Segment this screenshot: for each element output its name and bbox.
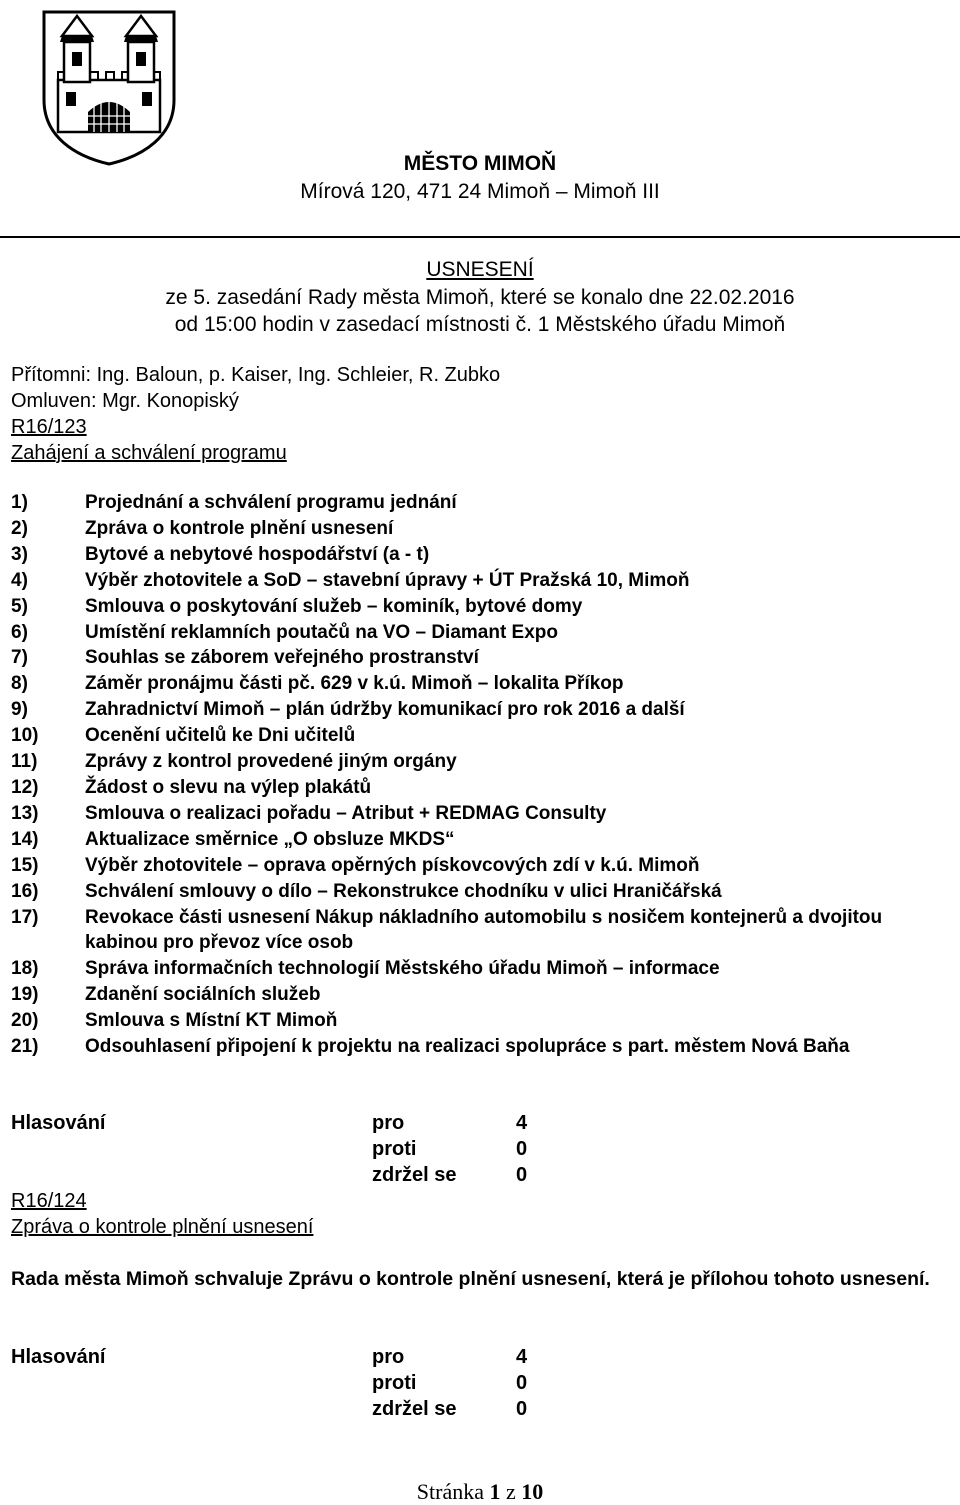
agenda-item-text: Souhlas se záborem veřejného prostranství <box>85 647 479 669</box>
agenda-list <box>11 490 941 1060</box>
agenda-item <box>11 723 941 749</box>
agenda-item-number: 5) <box>11 595 28 617</box>
page-label: Stránka <box>416 1479 484 1504</box>
vote-against-count: 0 <box>516 1138 528 1160</box>
agenda-item-number: 7) <box>11 647 28 669</box>
vote-abstain-count: 0 <box>516 1164 528 1186</box>
agenda-item-text: Zahradnictví Mimoň – plán údržby komunikací pro rok 2016 a další <box>85 699 685 721</box>
resolution-meeting-line: ze 5. zasedání Rady města Mimoň, které se konalo dne 22.02.2016 <box>165 286 795 309</box>
agenda-item <box>11 853 941 879</box>
agenda-item <box>11 620 941 646</box>
agenda-item-text: Revokace části usnesení Nákup nákladního automobilu s nosičem kontejnerů a dvojitou kabinou pro převoz více osob <box>85 906 883 954</box>
town-address: Mírová 120, 471 24 Mimoň – Mimoň III <box>300 180 660 203</box>
resolution-number-r124: R16/124 <box>11 1190 87 1212</box>
agenda-item <box>11 516 941 542</box>
agenda-item-number: 6) <box>11 621 28 643</box>
agenda-item-text: Žádost o slevu na výlep plakátů <box>85 776 372 798</box>
agenda-item-number: 17) <box>11 906 39 928</box>
resolution-heading-r124: Zpráva o kontrole plnění usnesení <box>11 1216 314 1238</box>
vote-abstain-count: 0 <box>516 1398 528 1420</box>
agenda-item-text: Ocenění učitelů ke Dni učitelů <box>85 725 356 747</box>
agenda-item-number: 9) <box>11 699 28 721</box>
agenda-item <box>11 1008 941 1034</box>
agenda-item-text: Schválení smlouvy o dílo – Rekonstrukce chodníku v ulici Hraničářská <box>85 880 722 902</box>
agenda-item-number: 10) <box>11 725 39 747</box>
agenda-item-text: Správa informačních technologií Městského úřadu Mimoň – informace <box>85 958 720 980</box>
agenda-item <box>11 490 941 516</box>
agenda-item-text: Smlouva o poskytování služeb – kominík, bytové domy <box>85 595 583 617</box>
agenda-item <box>11 905 941 957</box>
agenda-item-text: Záměr pronájmu části pč. 629 v k.ú. Mimoň – lokalita Příkop <box>85 673 624 695</box>
agenda-item-number: 11) <box>11 751 38 773</box>
resolution-number-r123: R16/123 <box>11 416 87 438</box>
agenda-item-number: 20) <box>11 1010 39 1032</box>
agenda-item-number: 15) <box>11 854 39 876</box>
agenda-item <box>11 645 941 671</box>
agenda-item <box>11 827 941 853</box>
vote-abstain-label: zdržel se <box>372 1164 457 1186</box>
agenda-item-number: 1) <box>11 492 28 513</box>
agenda-item <box>11 594 941 620</box>
attendance-present: Přítomni: Ing. Baloun, p. Kaiser, Ing. Schleier, R. Zubko <box>11 364 501 386</box>
vote-abstain-label: zdržel se <box>372 1398 457 1420</box>
agenda-item <box>11 542 941 568</box>
agenda-item-number: 13) <box>11 802 39 824</box>
agenda-item-number: 21) <box>11 1036 39 1058</box>
vote-for-count: 4 <box>516 1346 528 1368</box>
agenda-item <box>11 982 941 1008</box>
agenda-item-text: Bytové a nebytové hospodářství (a - t) <box>85 543 430 565</box>
vote-label: Hlasování <box>11 1112 106 1134</box>
agenda-item <box>11 568 941 594</box>
page-total: 10 <box>521 1479 544 1504</box>
vote-against-label: proti <box>372 1372 417 1394</box>
agenda-item-text: Zdanění sociálních služeb <box>85 984 321 1006</box>
agenda-item-text: Výběr zhotovitele – oprava opěrných pískovcových zdí v k.ú. Mimoň <box>85 854 700 876</box>
resolution-place-line: od 15:00 hodin v zasedací místnosti č. 1 Městského úřadu Mimoň <box>174 313 786 336</box>
resolution-title: USNESENÍ <box>426 258 534 281</box>
agenda-item <box>11 671 941 697</box>
vote-against-count: 0 <box>516 1372 528 1394</box>
agenda-item-number: 8) <box>11 673 28 695</box>
agenda-item <box>11 775 941 801</box>
vote-label: Hlasování <box>11 1346 106 1368</box>
page-footer <box>0 1479 960 1505</box>
agenda-item <box>11 1034 941 1060</box>
vote-for-label: pro <box>372 1112 405 1134</box>
vote-against-label: proti <box>372 1138 417 1160</box>
agenda-item-text: Zprávy z kontrol provedené jiným orgány <box>85 751 457 773</box>
page-current: 1 <box>489 1479 501 1504</box>
town-name: MĚSTO MIMOŇ <box>403 152 557 175</box>
agenda-item <box>11 749 941 775</box>
agenda-item-text: Smlouva o realizaci pořadu – Atribut + REDMAG Consulty <box>85 802 607 824</box>
page-of: z <box>505 1479 516 1504</box>
vote-block-r124 <box>11 1344 571 1422</box>
agenda-item-text: Aktualizace směrnice „O obsluze MKDS“ <box>85 828 455 850</box>
resolution-text-r124: Rada města Mimoň schvaluje Zprávu o kontrole plnění usnesení, která je přílohou tohoto usnesení. <box>11 1268 930 1290</box>
agenda-item-number: 3) <box>11 543 28 565</box>
town-coat-of-arms-logo <box>40 8 178 166</box>
agenda-item-number: 2) <box>11 517 28 539</box>
attendance-excused: Omluven: Mgr. Konopiský <box>11 390 239 412</box>
agenda-item <box>11 697 941 723</box>
resolution-heading-r123: Zahájení a schválení programu <box>11 442 287 464</box>
agenda-item-text: Umístění reklamních poutačů na VO – Diamant Expo <box>85 621 559 643</box>
agenda-item-text: Zpráva o kontrole plnění usnesení <box>85 517 394 539</box>
agenda-item-number: 4) <box>11 569 28 591</box>
agenda-item-number: 19) <box>11 984 39 1006</box>
agenda-item-number: 12) <box>11 776 39 798</box>
agenda-item-number: 16) <box>11 880 39 902</box>
agenda-item <box>11 801 941 827</box>
agenda-item <box>11 956 941 982</box>
agenda-item-text: Smlouva s Místní KT Mimoň <box>85 1010 338 1032</box>
vote-for-count: 4 <box>516 1112 528 1134</box>
vote-for-label: pro <box>372 1346 405 1368</box>
agenda-item-text: Výběr zhotovitele a SoD – stavební úpravy + ÚT Pražská 10, Mimoň <box>85 569 690 591</box>
header-divider <box>0 236 960 238</box>
agenda-item-text: Projednání a schválení programu jednání <box>85 492 457 513</box>
vote-block-r123 <box>11 1110 571 1188</box>
agenda-item-number: 14) <box>11 828 39 850</box>
agenda-item-number: 18) <box>11 958 39 980</box>
agenda-item-text: Odsouhlasení připojení k projektu na realizaci spolupráce s part. městem Nová Baňa <box>85 1036 850 1058</box>
agenda-item <box>11 879 941 905</box>
